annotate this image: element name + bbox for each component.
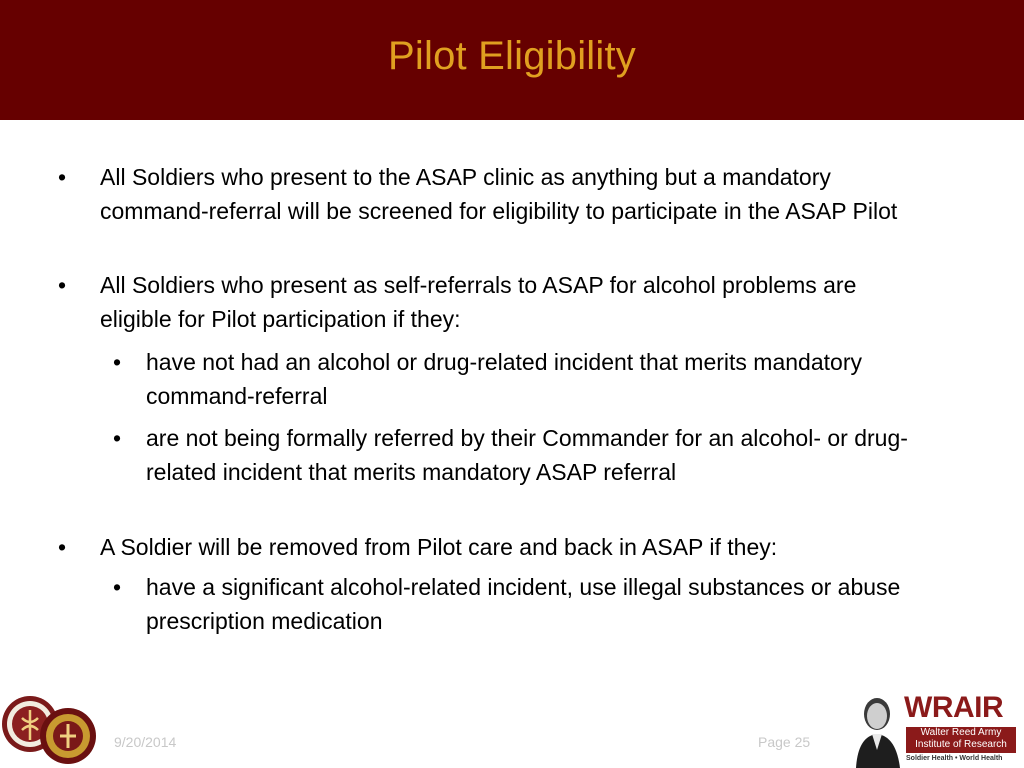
bullet-marker: • <box>113 349 122 375</box>
wrair-line1: Walter Reed Army <box>920 727 1002 738</box>
bullet-3 <box>58 530 900 564</box>
bullet-1 <box>58 160 900 228</box>
footer-page-number: Page 25 <box>758 734 811 750</box>
bullet-marker: • <box>58 272 67 298</box>
wrair-line2: Institute of Research <box>915 739 1007 750</box>
bullet-text: All Soldiers who present as self-referrals to ASAP for alcohol problems are eligible for Pilot participation if they: <box>100 272 857 332</box>
bullet-marker: • <box>113 425 122 451</box>
bullet-text: A Soldier will be removed from Pilot care and back in ASAP if they: <box>100 534 778 560</box>
bullet-text: are not being formally referred by their Commander for an alcohol- or drug-related incident that merits mandatory ASAP referral <box>146 425 908 485</box>
wrair-institute-box <box>906 727 1016 753</box>
bullet-text: have not had an alcohol or drug-related incident that merits mandatory command-referral <box>146 349 862 409</box>
sub-bullet-2 <box>113 421 976 489</box>
slide-title: Pilot Eligibility <box>388 34 636 78</box>
footer-date: 9/20/2014 <box>114 734 177 750</box>
sub-bullet-3 <box>113 570 976 638</box>
bullet-marker: • <box>58 534 67 560</box>
bullet-2 <box>58 268 900 336</box>
bullet-marker: • <box>58 164 67 190</box>
mrmc-crest-icon <box>40 708 96 764</box>
insignia-logos <box>0 686 100 768</box>
bullet-text: All Soldiers who present to the ASAP clinic as anything but a mandatory command-referral will be screened for eligibility to participate in the ASAP Pilot <box>100 164 898 224</box>
wrair-logo: WRAIR <box>904 691 1004 724</box>
bullet-text: have a significant alcohol-related incident, use illegal substances or abuse prescription medication <box>146 574 901 634</box>
bullet-marker: • <box>113 574 122 600</box>
wrair-tagline: Soldier Health • World Health <box>906 755 1003 762</box>
sub-bullet-1 <box>113 345 976 413</box>
